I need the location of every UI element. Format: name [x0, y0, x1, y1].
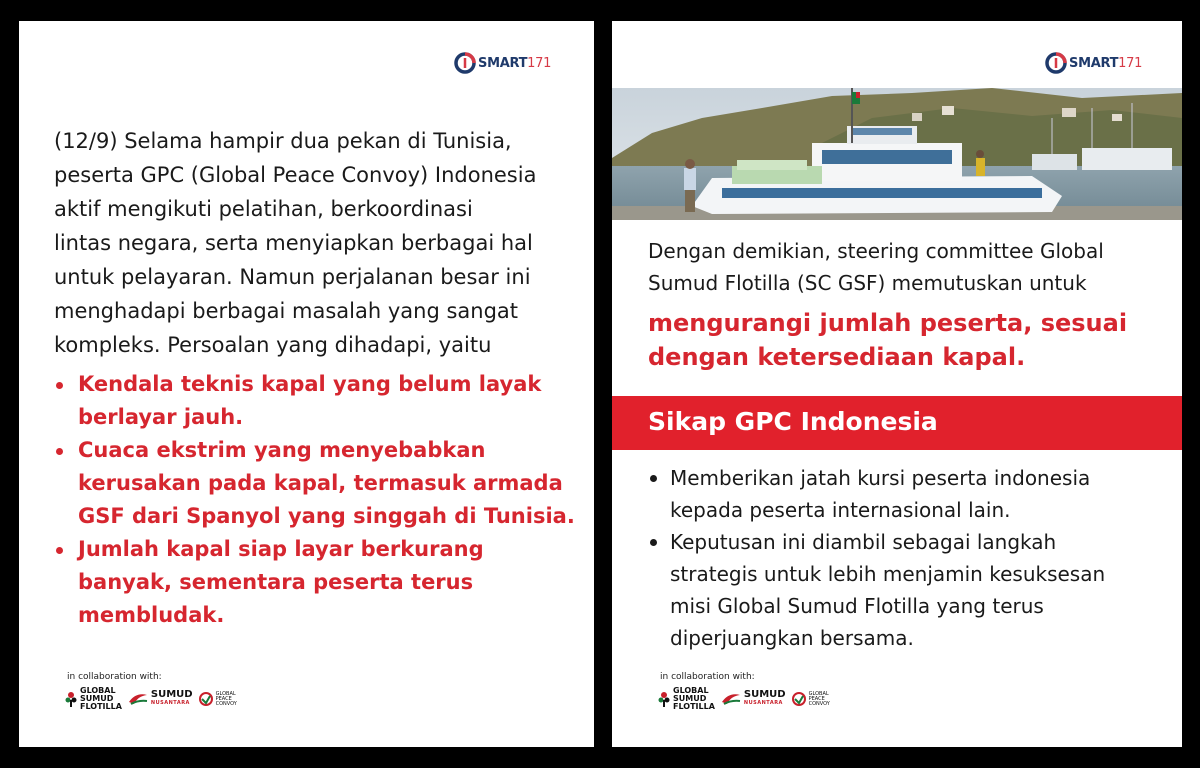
logo-text: SMART	[478, 55, 528, 71]
logo-text: SMART	[1069, 55, 1119, 71]
gsf-logo-icon	[658, 691, 670, 707]
gpc-logo-text: PEACE	[215, 695, 232, 702]
highlight-line: mengurangi jumlah peserta, sesuai	[648, 309, 1128, 337]
gpc-logo-text: GLOBAL	[808, 690, 829, 697]
gpc-logo	[792, 692, 830, 707]
partner-logos	[658, 687, 830, 711]
decision-highlight	[648, 306, 1168, 374]
bullet-icon	[56, 382, 63, 389]
bullet-icon	[56, 547, 63, 554]
logo-number: 171	[527, 55, 552, 71]
gpc-logo-text: CONVOY	[808, 700, 830, 707]
highlight-line: dengan ketersediaan kapal.	[648, 343, 1026, 371]
right-slide	[612, 21, 1182, 747]
smart171-logo-icon	[1045, 52, 1067, 74]
stance-list	[648, 462, 1158, 654]
bullet-icon	[650, 539, 657, 546]
intro-line: aktif mengikuti pelatihan, berkoordinasi	[54, 197, 473, 221]
issue-line: kerusakan pada kapal, termasuk armada	[78, 471, 563, 495]
gsf-logo-text: FLOTILLA	[80, 702, 122, 711]
stance-line: misi Global Sumud Flotilla yang terus	[670, 594, 1044, 618]
sumud-logo-text: SUMUD	[743, 689, 786, 700]
sumud-nusantara-logo	[128, 691, 193, 707]
issue-line: Cuaca ekstrim yang menyebabkan	[78, 438, 486, 462]
bullet-icon	[56, 448, 63, 455]
intro-line: menghadapi berbagai masalah yang sangat	[54, 299, 519, 323]
smart171-logo	[454, 52, 551, 74]
logo-number: 171	[1118, 55, 1143, 71]
sumud-nusantara-logo	[721, 691, 786, 707]
sumud-logo-icon	[721, 692, 741, 706]
gpc-logo-text: GLOBAL	[215, 690, 236, 697]
issue-item	[54, 434, 574, 533]
decision-line: Dengan demikian, steering committee Global	[648, 239, 1104, 263]
stance-item	[648, 462, 1158, 526]
gsf-logo	[658, 687, 715, 711]
stance-line: Keputusan ini diambil sebagai langkah	[670, 530, 1057, 554]
smart171-logo	[1045, 52, 1142, 74]
gsf-logo-text: SUMUD	[80, 694, 114, 703]
stance-line: diperjuangkan bersama.	[670, 626, 914, 650]
gpc-logo-text: CONVOY	[215, 700, 237, 707]
gsf-logo-text: FLOTILLA	[673, 702, 715, 711]
decision-line: Sumud Flotilla (SC GSF) memutuskan untuk	[648, 271, 1087, 295]
issue-line: GSF dari Spanyol yang singgah di Tunisia.	[78, 504, 575, 528]
stance-line: kepada peserta internasional lain.	[670, 498, 1011, 522]
collab-label: in collaboration with:	[660, 672, 755, 682]
collab-label: in collaboration with:	[67, 672, 162, 682]
stance-line: Memberikan jatah kursi peserta indonesia	[670, 466, 1091, 490]
gsf-logo-icon	[65, 691, 77, 707]
issue-line: banyak, sementara peserta terus	[78, 570, 474, 594]
issue-item	[54, 533, 574, 632]
intro-line: kompleks. Persoalan yang dihadapi, yaitu	[54, 333, 492, 357]
issue-line: berlayar jauh.	[78, 405, 244, 429]
harbor-boat-photo	[612, 88, 1182, 220]
intro-line: untuk pelayaran. Namun perjalanan besar ini	[54, 265, 531, 289]
issue-line: membludak.	[78, 603, 225, 627]
gsf-logo	[65, 687, 122, 711]
intro-line: (12/9) Selama hampir dua pekan di Tunisia,	[54, 129, 512, 153]
sumud-logo-subtext: NUSANTARA	[743, 700, 783, 706]
intro-paragraph	[54, 124, 574, 362]
decision-intro	[648, 235, 1158, 299]
boat-image	[612, 88, 1182, 220]
partner-logos	[65, 687, 237, 711]
issue-line: Jumlah kapal siap layar berkurang	[78, 537, 484, 561]
gpc-logo	[199, 692, 237, 707]
gpc-logo-icon	[199, 692, 213, 706]
bullet-icon	[650, 475, 657, 482]
gpc-logo-icon	[792, 692, 806, 706]
banner-title: Sikap GPC Indonesia	[648, 407, 938, 436]
smart171-logo-icon	[454, 52, 476, 74]
intro-line: lintas negara, serta menyiapkan berbagai hal	[54, 231, 533, 255]
issues-list	[54, 368, 574, 632]
issue-line: Kendala teknis kapal yang belum layak	[78, 372, 542, 396]
gpc-logo-text: PEACE	[808, 695, 825, 702]
gsf-logo-text: GLOBAL	[673, 686, 709, 695]
sumud-logo-text: SUMUD	[150, 689, 193, 700]
section-banner	[612, 396, 1182, 450]
intro-line: peserta GPC (Global Peace Convoy) Indonesia	[54, 163, 537, 187]
gsf-logo-text: SUMUD	[673, 694, 707, 703]
sumud-logo-icon	[128, 692, 148, 706]
left-slide	[19, 21, 594, 747]
sumud-logo-subtext: NUSANTARA	[150, 700, 190, 706]
stance-line: strategis untuk lebih menjamin kesuksesan	[670, 562, 1106, 586]
stance-item	[648, 526, 1158, 654]
gsf-logo-text: GLOBAL	[80, 686, 116, 695]
issue-item	[54, 368, 574, 434]
